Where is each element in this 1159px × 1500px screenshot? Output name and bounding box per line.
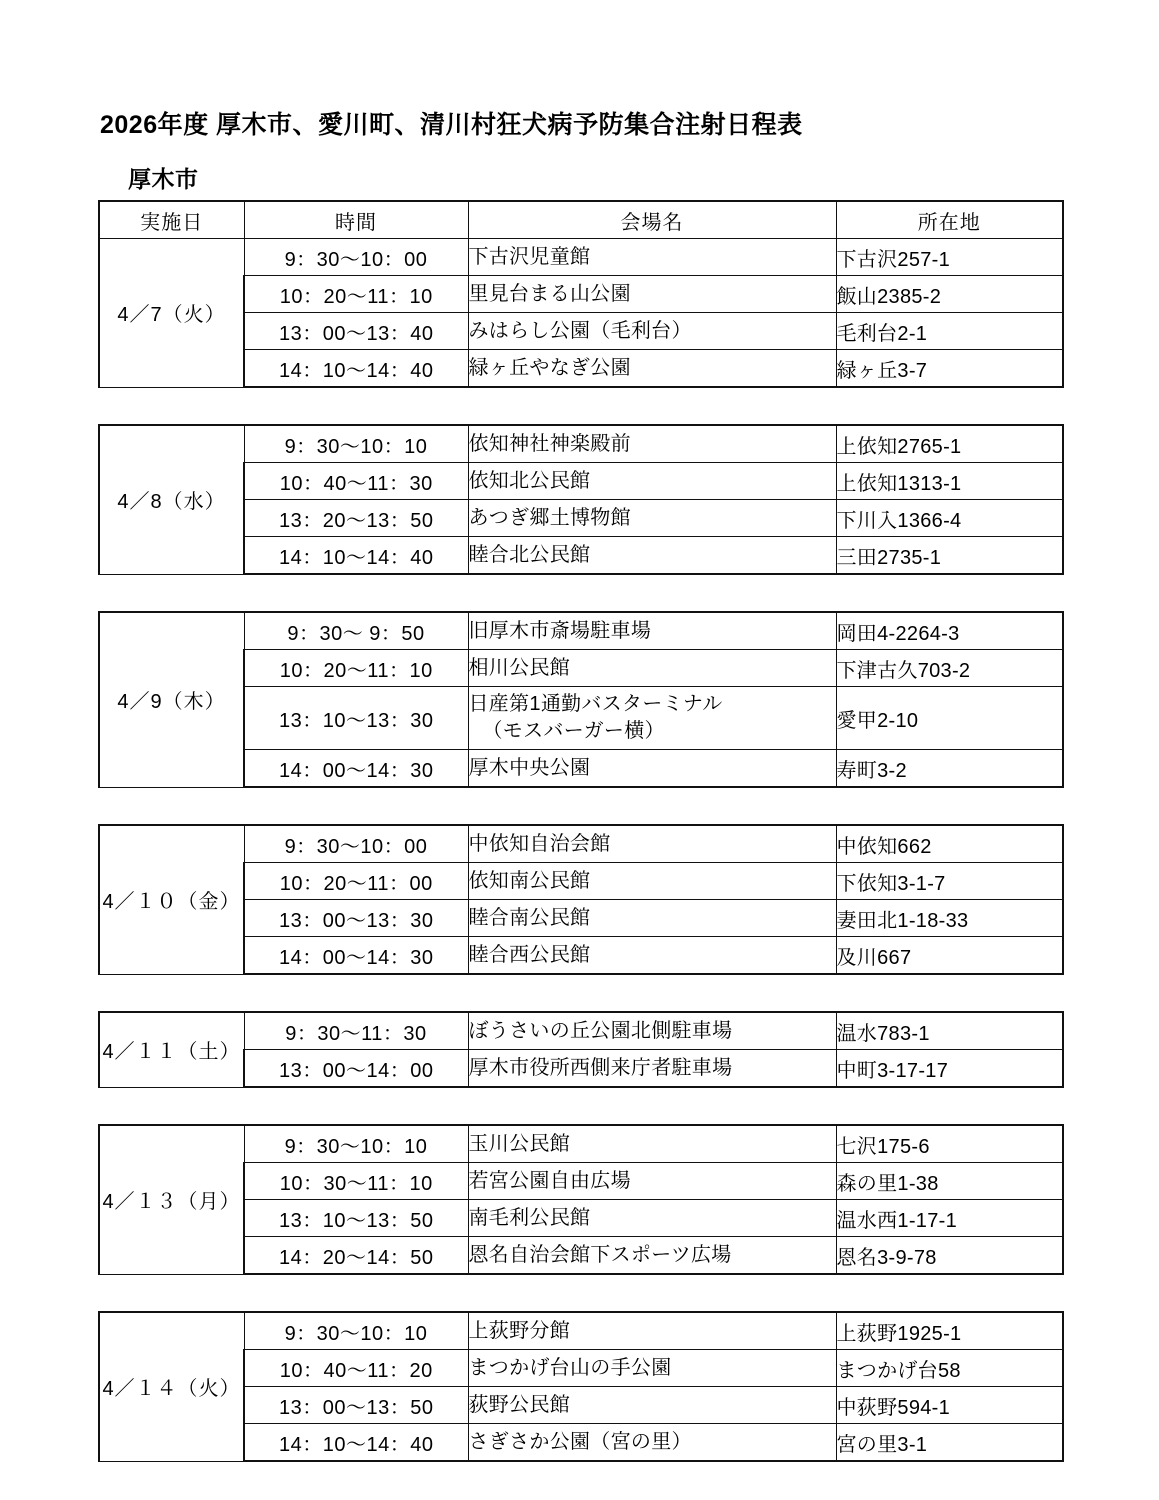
column-header-address: 所在地 [836,201,1063,239]
cell-venue [468,1050,836,1088]
table-row [99,1350,1063,1387]
cell-time: 14：10～14：40 [244,1424,468,1462]
table-row [99,239,1063,276]
cell-venue [468,500,836,537]
table-row [99,612,1063,650]
cell-address: 中依知662 [836,825,1063,863]
cell-date: 4／8（水） [99,425,244,574]
table-row [99,937,1063,975]
schedule-table [98,824,1064,975]
cell-time: 10：40～11：30 [244,463,468,500]
venue-name-line1: 厚木市役所西側来庁者駐車場 [468,1056,733,1079]
cell-time: 10：20～11：00 [244,863,468,900]
schedule-table [98,611,1064,788]
table-row [99,463,1063,500]
cell-date: 4／7（火） [99,239,244,388]
table-row [99,1424,1063,1462]
cell-time: 13：00～13：40 [244,313,468,350]
table-row [99,863,1063,900]
cell-time: 9：30～ 9：50 [244,612,468,650]
cell-time: 9：30～10：10 [244,425,468,463]
venue-name-line2: （モスバーガー横） [482,720,665,742]
venue-name-line1: 旧厚木市斎場駐車場 [468,619,652,642]
venue-name-line1: 依知北公民館 [468,469,591,492]
cell-venue [468,1312,836,1350]
cell-venue [468,1387,836,1424]
schedule-table [98,1011,1064,1088]
cell-time: 14：20～14：50 [244,1237,468,1275]
cell-venue [468,1125,836,1163]
table-row [99,650,1063,687]
table-row [99,1312,1063,1350]
venue-name-line1: 玉川公民館 [468,1132,570,1155]
page-title: 2026年度 厚木市、愛川町、清川村狂犬病予防集合注射日程表 [100,111,803,139]
schedule-table [98,1124,1064,1275]
cell-time: 13：00～14：00 [244,1050,468,1088]
section-subtitle: 厚木市 [128,166,199,192]
cell-time: 10：20～11：10 [244,650,468,687]
column-header-time: 時間 [244,201,468,239]
cell-venue [468,313,836,350]
venue-name-line1: 荻野公民館 [468,1393,570,1416]
cell-time: 10：30～11：10 [244,1163,468,1200]
table-row [99,825,1063,863]
table-header-row [99,201,1063,239]
venue-name-line1: 若宮公園自由広場 [468,1169,631,1192]
cell-venue [468,537,836,575]
venue-name-line1: みはらし公園（毛利台） [468,319,692,342]
table-row [99,425,1063,463]
table-row [99,687,1063,750]
venue-name-line1: あつぎ郷土博物館 [468,506,631,529]
cell-time: 10：40～11：20 [244,1350,468,1387]
cell-address: 恩名3-9-78 [836,1237,1063,1275]
venue-name-line1: 睦合西公民館 [468,943,591,966]
table-row [99,1387,1063,1424]
cell-time: 13：00～13：50 [244,1387,468,1424]
venue-name-line1: 緑ヶ丘やなぎ公園 [468,356,631,379]
cell-address: 下古沢257-1 [836,239,1063,276]
cell-address: 中荻野594-1 [836,1387,1063,1424]
table-row [99,313,1063,350]
cell-address: 下川入1366-4 [836,500,1063,537]
venue-name-line1: 睦合南公民館 [468,906,591,929]
cell-time: 14：00～14：30 [244,937,468,975]
cell-venue [468,1163,836,1200]
cell-time: 9：30～10：10 [244,1312,468,1350]
table-row [99,276,1063,313]
venue-name-line1: 下古沢児童館 [468,245,591,268]
cell-address: 三田2735-1 [836,537,1063,575]
cell-address: 温水西1-17-1 [836,1200,1063,1237]
cell-date: 4／１１（土） [99,1012,244,1087]
venue-name-line1: 依知神社神楽殿前 [468,432,631,455]
venue-name-line1: 日産第1通勤バスターミナル [468,693,723,715]
cell-venue [468,276,836,313]
table-row [99,1050,1063,1088]
cell-time: 9：30～10：00 [244,825,468,863]
cell-address: 寿町3-2 [836,750,1063,788]
cell-address: 上荻野1925-1 [836,1312,1063,1350]
cell-address: 上依知2765-1 [836,425,1063,463]
cell-venue [468,612,836,650]
schedule-table [98,200,1064,388]
column-header-venue: 会場名 [468,201,836,239]
venue-name-line1: 厚木中央公園 [468,756,591,779]
cell-address: 愛甲2-10 [836,687,1063,750]
cell-address: 下津古久703-2 [836,650,1063,687]
table-row [99,500,1063,537]
cell-time: 9：30～10：10 [244,1125,468,1163]
cell-address: 妻田北1-18-33 [836,900,1063,937]
cell-venue [468,650,836,687]
cell-date: 4／１０（金） [99,825,244,974]
venue-name-line1: 中依知自治会館 [468,832,611,855]
cell-venue [468,1424,836,1462]
cell-date: 4／9（木） [99,612,244,787]
cell-time: 13：20～13：50 [244,500,468,537]
table-row [99,900,1063,937]
cell-address: 及川667 [836,937,1063,975]
venue-name-line1: 恩名自治会館下スポーツ広場 [468,1243,732,1266]
cell-venue [468,350,836,388]
cell-address: 中町3-17-17 [836,1050,1063,1088]
cell-venue [468,863,836,900]
cell-venue [468,937,836,975]
cell-address: 緑ヶ丘3-7 [836,350,1063,388]
table-row [99,1163,1063,1200]
cell-venue [468,1350,836,1387]
cell-time: 13：00～13：30 [244,900,468,937]
table-row [99,750,1063,788]
venue-name-line1: さぎさか公園（宮の里） [468,1430,692,1453]
cell-date: 4／１３（月） [99,1125,244,1274]
cell-venue [468,825,836,863]
cell-venue [468,1237,836,1275]
schedule-tables [98,200,1062,1462]
cell-address: まつかげ台58 [836,1350,1063,1387]
cell-venue [468,687,836,750]
cell-time: 9：30～11：30 [244,1012,468,1050]
table-row [99,350,1063,388]
cell-venue [468,1200,836,1237]
cell-address: 宮の里3-1 [836,1424,1063,1462]
venue-name-line1: まつかげ台山の手公園 [468,1356,672,1379]
schedule-table [98,1311,1064,1462]
table-row [99,1200,1063,1237]
cell-address: 上依知1313-1 [836,463,1063,500]
table-row [99,1237,1063,1275]
venue-name-line1: 睦合北公民館 [468,543,591,566]
cell-address: 森の里1-38 [836,1163,1063,1200]
table-row [99,1125,1063,1163]
venue-name-line1: 上荻野分館 [468,1319,570,1342]
cell-venue [468,900,836,937]
venue-name-line1: 南毛利公民館 [468,1206,591,1229]
table-row [99,1012,1063,1050]
cell-venue [468,425,836,463]
schedule-table [98,424,1064,575]
column-header-date: 実施日 [99,201,244,239]
cell-time: 14：00～14：30 [244,750,468,788]
cell-venue [468,239,836,276]
cell-address: 下依知3-1-7 [836,863,1063,900]
venue-name-line1: ぼうさいの丘公園北側駐車場 [468,1019,733,1042]
cell-address: 飯山2385-2 [836,276,1063,313]
venue-name-line1: 里見台まる山公園 [468,282,631,305]
cell-address: 岡田4-2264-3 [836,612,1063,650]
cell-time: 14：10～14：40 [244,350,468,388]
cell-venue [468,750,836,788]
cell-venue [468,463,836,500]
cell-date: 4／１４（火） [99,1312,244,1461]
cell-address: 七沢175-6 [836,1125,1063,1163]
cell-address: 毛利台2-1 [836,313,1063,350]
cell-venue [468,1012,836,1050]
venue-name-line1: 依知南公民館 [468,869,591,892]
venue-name-line1: 相川公民館 [468,656,570,679]
table-row [99,537,1063,575]
cell-address: 温水783-1 [836,1012,1063,1050]
cell-time: 9：30～10：00 [244,239,468,276]
cell-time: 13：10～13：30 [244,687,468,750]
cell-time: 13：10～13：50 [244,1200,468,1237]
cell-time: 14：10～14：40 [244,537,468,575]
cell-time: 10：20～11：10 [244,276,468,313]
